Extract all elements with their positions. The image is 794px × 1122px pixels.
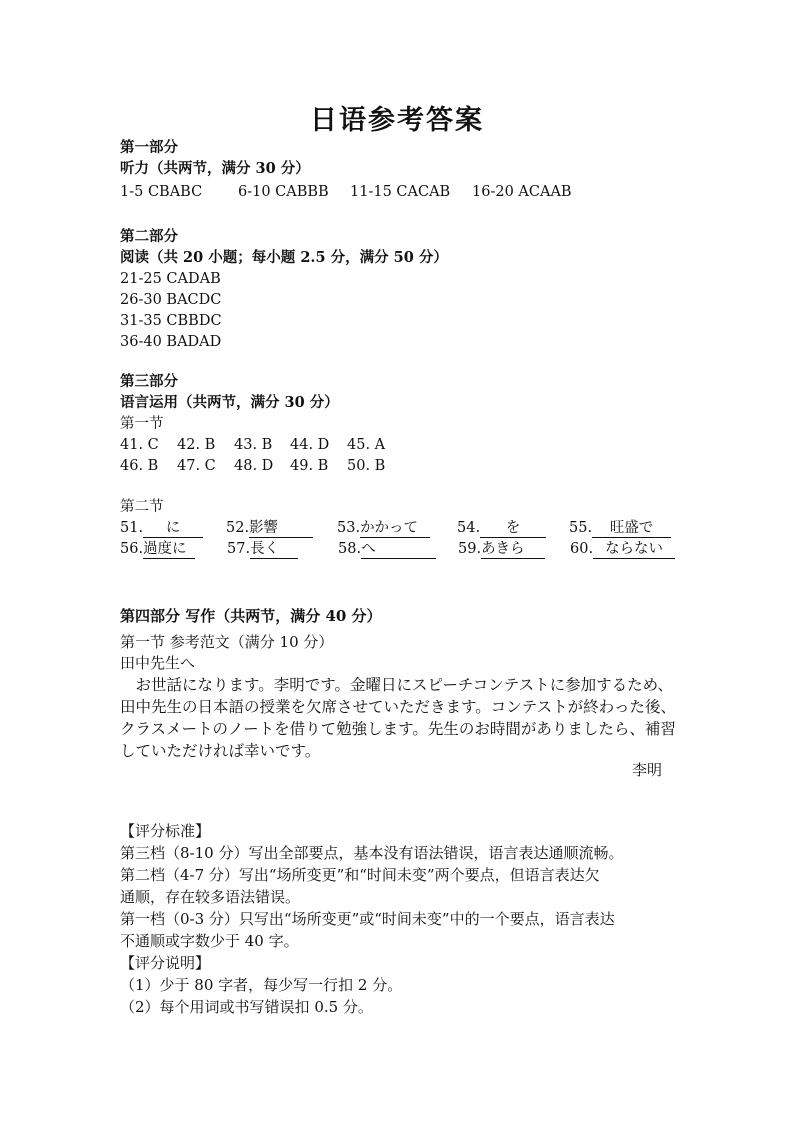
blank-number: 59. — [458, 541, 482, 557]
blanks-row1 — [0, 518, 794, 538]
scoring-notes-title: 【评分说明】 — [120, 954, 211, 972]
mc-answer: 45. A — [347, 437, 386, 453]
part2-answer-line: 26-30 BACDC — [120, 292, 222, 308]
scoring-level2-line1: 第二档（4-7 分）写出“场所变更”和“时间未变”两个要点，但语言表达欠 — [120, 866, 600, 884]
part2-answer-line: 31-35 CBBDC — [120, 313, 222, 329]
part1-answers — [120, 182, 572, 202]
blank-answer: あきら — [481, 540, 545, 559]
essay-greeting: 田中先生へ — [120, 654, 196, 672]
part3-heading: 第三部分 — [120, 373, 178, 390]
part3-row1 — [120, 435, 385, 455]
blank-number: 57. — [227, 541, 251, 557]
part3-subheading: 语言运用（共两节，满分 30 分） — [120, 394, 339, 411]
blank-item — [457, 518, 546, 538]
scoring-note-1: （1）少于 80 字者，每少写一行扣 2 分。 — [120, 976, 403, 994]
answer-group: 6-10 CABBB — [238, 184, 329, 200]
blank-number: 60. — [570, 541, 594, 557]
part2-heading: 第二部分 — [120, 228, 178, 245]
answer-group: 11-15 CACAB — [350, 184, 451, 200]
mc-answer: 48. D — [234, 458, 274, 474]
blank-number: 58. — [338, 541, 362, 557]
answer-group: 1-5 CBABC — [120, 184, 203, 200]
blank-number: 51. — [120, 520, 144, 536]
page-title: 日语参考答案 — [310, 105, 484, 136]
blank-answer: に — [143, 519, 203, 538]
scoring-level3: 第三档（8-10 分）写出全部要点，基本没有语法错误，语言表达通顺流畅。 — [120, 844, 624, 862]
mc-answer: 42. B — [177, 437, 216, 453]
blank-answer: 過度に — [143, 540, 195, 559]
blank-number: 56. — [120, 541, 144, 557]
mc-answer: 47. C — [177, 458, 216, 474]
part2-answer-line: 36-40 BADAD — [120, 334, 222, 350]
blank-item — [338, 539, 436, 559]
scoring-note-2: （2）每个用词或书写错误扣 0.5 分。 — [120, 998, 373, 1016]
blank-answer: 旺盛で — [592, 519, 671, 538]
part1-heading: 第一部分 — [120, 139, 178, 156]
mc-answer: 43. B — [234, 437, 273, 453]
scoring-level1-line1: 第一档（0-3 分）只写出“场所变更”或“时间未变”中的一个要点，语言表达 — [120, 910, 615, 928]
blank-answer: を — [480, 519, 546, 538]
blank-number: 52. — [226, 520, 250, 536]
blanks-row2 — [0, 539, 794, 559]
blank-number: 54. — [457, 520, 481, 536]
essay-signature: 李明 — [632, 761, 663, 779]
part4-section1-label: 第一节 参考范文（满分 10 分） — [120, 633, 334, 651]
scoring-level1-line2: 不通顺或字数少于 40 字。 — [120, 932, 299, 950]
part3-section1-label: 第一节 — [120, 416, 164, 432]
blank-item — [120, 539, 195, 559]
part3-section2-label: 第二节 — [120, 499, 164, 515]
mc-answer: 50. B — [347, 458, 386, 474]
blank-answer: 長く — [250, 540, 298, 559]
blank-item — [227, 539, 298, 559]
mc-answer: 46. B — [120, 458, 159, 474]
part2-answer-line: 21-25 CADAB — [120, 271, 221, 287]
blank-answer: かかって — [360, 519, 430, 538]
blank-answer: 影響 — [249, 519, 313, 538]
part1-subheading: 听力（共两节，满分 30 分） — [120, 160, 310, 177]
part3-row2 — [120, 456, 385, 476]
blank-number: 53. — [337, 520, 361, 536]
scoring-standard-title: 【评分标准】 — [120, 822, 211, 840]
mc-answer: 41. C — [120, 437, 159, 453]
blank-item — [226, 518, 313, 538]
blank-item — [570, 539, 675, 559]
blank-number: 55. — [569, 520, 593, 536]
mc-answer: 49. B — [290, 458, 329, 474]
blank-answer: へ — [361, 540, 436, 559]
scoring-level2-line2: 通顺，存在较多语法错误。 — [120, 888, 301, 906]
blank-item — [120, 518, 203, 538]
answer-group: 16-20 ACAAB — [472, 184, 572, 200]
part2-subheading: 阅读（共 20 小题；每小题 2.5 分，满分 50 分） — [120, 249, 448, 266]
blank-item — [569, 518, 671, 538]
part4-heading: 第四部分 写作（共两节，满分 40 分） — [120, 607, 382, 625]
blank-item — [337, 518, 430, 538]
blank-item — [458, 539, 545, 559]
mc-answer: 44. D — [290, 437, 330, 453]
essay-body: お世話になります。李明です。金曜日にスピーチコンテストに参加するため、田中先生の日本語の授業を欠席させていただきます。コンテストが終わった後、クラスメートのノートを借りて勉強します。先生のお時間がありましたら、補習していただければ幸いです。 — [120, 676, 676, 760]
blank-answer: ならない — [593, 540, 675, 559]
